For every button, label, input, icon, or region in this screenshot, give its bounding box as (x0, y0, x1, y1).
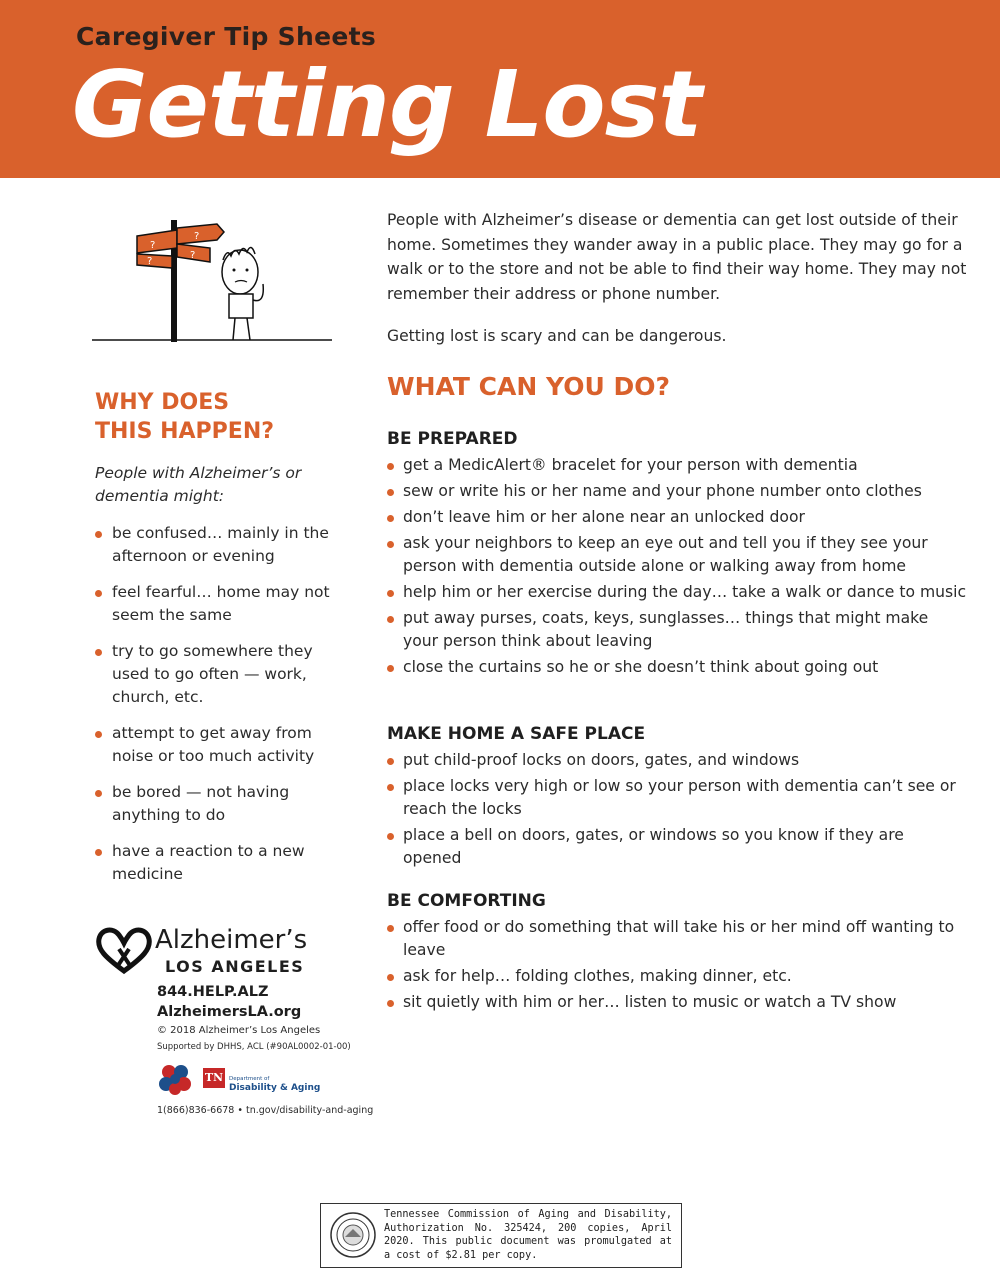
list-item-text: put child-proof locks on doors, gates, and windows (403, 751, 800, 769)
list-item (387, 965, 967, 988)
supported-by: Supported by DHHS, ACL (#90AL0002-01-00) (157, 1042, 351, 1052)
tn-department-label: Department of (229, 1076, 270, 1082)
list-item-text: offer food or do something that will take his or her mind off wanting to leave (403, 918, 955, 959)
list-item-text: be confused… mainly in the afternoon or evening (112, 524, 329, 565)
page-title: Getting Lost (72, 51, 702, 158)
question-mark: ? (147, 256, 153, 267)
why-intro: People with Alzheimer’s or dementia might: (95, 464, 302, 505)
brain-logo-icon (157, 1062, 193, 1098)
list-item-text: don’t leave him or her alone near an unlocked door (403, 508, 805, 526)
list-item (387, 454, 967, 477)
why-list (95, 522, 345, 899)
list-item (387, 581, 967, 604)
list-item (387, 991, 967, 1014)
header-banner (0, 0, 1000, 178)
bullet-icon (95, 649, 102, 656)
list-item-text: close the curtains so he or she doesn’t think about going out (403, 658, 879, 676)
list-item (387, 480, 967, 503)
bullet-icon (387, 784, 394, 791)
list-item-text: feel fearful… home may not seem the same (112, 583, 330, 624)
authorization-notice (320, 1203, 682, 1268)
bullet-icon (387, 665, 394, 672)
list-item (387, 506, 967, 529)
bullet-icon (95, 790, 102, 797)
bullet-icon (387, 590, 394, 597)
section-heading: BE COMFORTING (387, 891, 546, 911)
bullet-icon (95, 849, 102, 856)
bullet-icon (387, 616, 394, 623)
section-be-prepared (387, 429, 967, 682)
section-safe-place (387, 724, 967, 873)
list-item (95, 840, 345, 886)
list-item (387, 775, 967, 821)
list-item-text: help him or her exercise during the day… take a walk or dance to music (403, 583, 967, 601)
list-item (387, 532, 967, 578)
question-mark: ? (150, 240, 156, 251)
bullet-icon (387, 515, 394, 522)
series-title: Caregiver Tip Sheets (76, 22, 377, 51)
bullet-icon (387, 833, 394, 840)
list-item (387, 916, 967, 962)
section-heading: BE PREPARED (387, 429, 518, 449)
website-link[interactable]: AlzheimersLA.org (157, 1004, 302, 1020)
question-mark: ? (190, 250, 196, 261)
list-item-text: place locks very high or low so your person with dementia can’t see or reach the locks (403, 777, 956, 818)
list-item (95, 640, 345, 709)
tn-contact: 1(866)836-6678 • tn.gov/disability-and-aging (157, 1105, 374, 1116)
what-heading: WHAT CAN YOU DO? (387, 372, 670, 401)
section-be-comforting (387, 891, 967, 1017)
bullet-icon (387, 489, 394, 496)
intro-paragraph: People with Alzheimer’s disease or dementia can get lost outside of their home. Sometimes they wander away in a public place. They may go for a walk or to the store and not be able to find their way home. They may not remember their address or phone number. (387, 211, 967, 303)
list-item (95, 781, 345, 827)
bullet-icon (95, 590, 102, 597)
question-mark: ? (194, 231, 200, 242)
list-item-text: ask for help… folding clothes, making dinner, etc. (403, 967, 792, 985)
list-item (95, 581, 345, 627)
list-item-text: try to go somewhere they used to go often — work, church, etc. (112, 642, 313, 706)
list-item-text: get a MedicAlert® bracelet for your person with dementia (403, 456, 858, 474)
bullet-icon (387, 974, 394, 981)
list-item-text: be bored — not having anything to do (112, 783, 290, 824)
logo-subtitle: LOS ANGELES (165, 957, 305, 976)
alzheimers-la-logo (95, 925, 325, 977)
phone-number: 844.HELP.ALZ (157, 984, 269, 1000)
tips-list (387, 916, 967, 1014)
lost-person-signpost-illustration (92, 210, 337, 350)
intro-text (387, 208, 967, 367)
authorization-text: Tennessee Commission of Aging and Disability, Authorization No. 325424, 200 copies, April 2020. This public document was promulgated at a cost of $2.81 per copy. (384, 1209, 672, 1261)
contact-info (157, 982, 301, 1022)
bullet-icon (387, 925, 394, 932)
tips-list (387, 749, 967, 870)
bullet-icon (95, 731, 102, 738)
tn-department-name: Disability & Aging (229, 1083, 321, 1093)
section-heading: MAKE HOME A SAFE PLACE (387, 724, 646, 744)
state-seal-icon (329, 1211, 377, 1259)
list-item-text: have a reaction to a new medicine (112, 842, 305, 883)
bullet-icon (387, 1000, 394, 1007)
bullet-icon (387, 541, 394, 548)
list-item (387, 749, 967, 772)
bullet-icon (387, 463, 394, 470)
why-heading (95, 388, 274, 446)
list-item-text: ask your neighbors to keep an eye out and tell you if they see your person with dementia outside alone or walking away from home (403, 534, 928, 575)
copyright: © 2018 Alzheimer’s Los Angeles (157, 1025, 321, 1036)
bullet-icon (95, 531, 102, 538)
intro-paragraph: Getting lost is scary and can be dangerous. (387, 327, 727, 345)
list-item (95, 522, 345, 568)
list-item (387, 607, 967, 653)
bullet-icon (387, 758, 394, 765)
list-item (387, 824, 967, 870)
tips-list (387, 454, 967, 679)
list-item-text: place a bell on doors, gates, or windows so you know if they are opened (403, 826, 904, 867)
list-item-text: attempt to get away from noise or too much activity (112, 724, 315, 765)
list-item (387, 656, 967, 679)
heart-ribbon-icon (95, 927, 153, 975)
list-item-text: sit quietly with him or her… listen to music or watch a TV show (403, 993, 897, 1011)
why-heading-line: WHY DOES (95, 390, 230, 415)
list-item-text: put away purses, coats, keys, sunglasses… things that might make your person think about leaving (403, 609, 929, 650)
list-item-text: sew or write his or her name and your phone number onto clothes (403, 482, 922, 500)
list-item (95, 722, 345, 768)
why-heading-line: THIS HAPPEN? (95, 419, 274, 444)
tn-logo: TN (203, 1068, 225, 1088)
logo-name: Alzheimer’s (155, 925, 308, 955)
